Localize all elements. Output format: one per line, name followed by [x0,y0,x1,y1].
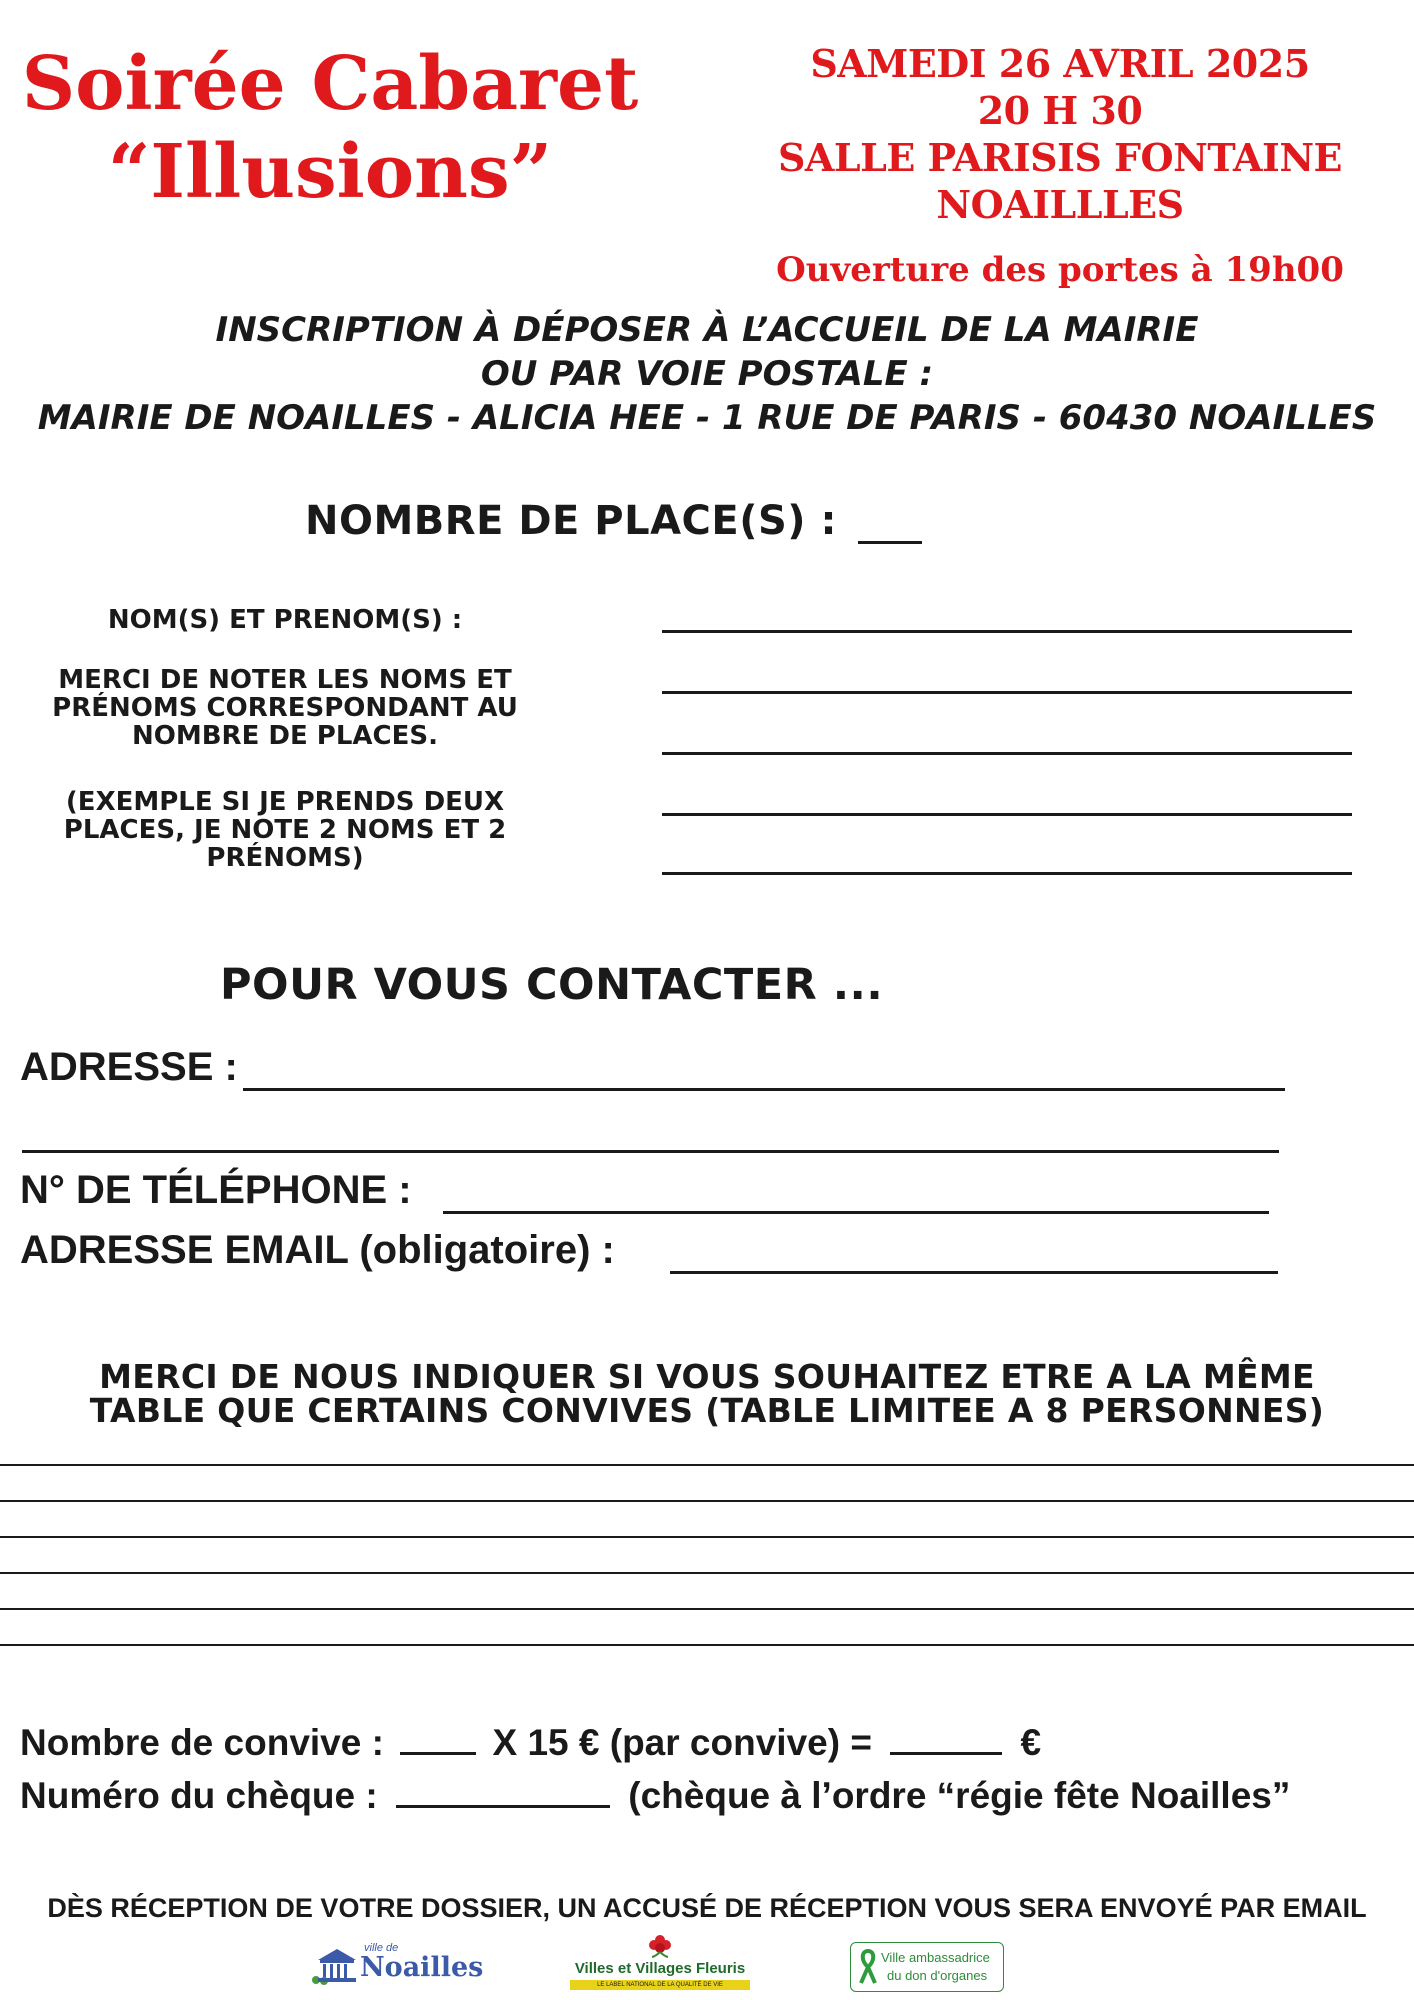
doors-opening: Ouverture des portes à 19h00 [776,250,1344,290]
table-field-4[interactable] [0,1572,1414,1574]
event-time: 20 H 30 [977,88,1143,133]
table-field-2[interactable] [0,1500,1414,1502]
price-text: X 15 € (par convive) = [492,1722,872,1763]
instructions-line2: OU PAR VOIE POSTALE : [480,354,934,394]
don-organes-line2: du don d'organes [887,1968,988,1983]
event-date: SAMEDI 26 AVRIL 2025 [810,41,1310,86]
names-example: (EXEMPLE SI JE PRENDS DEUX PLACES, JE NOTE 2 NOMS ET 2 PRÉNOMS) [63,787,507,873]
table-field-5[interactable] [0,1608,1414,1610]
event-title-line2: “Illusions” [107,129,553,215]
phone-field[interactable] [443,1211,1269,1214]
names-label: NOM(S) ET PRENOM(S) : [107,605,463,635]
villes-fleuris-text: Villes et Villages Fleuris [574,1960,746,1977]
event-venue: SALLE PARISIS FONTAINE [777,135,1343,180]
green-ribbon-icon [857,1947,879,1987]
table-request-line1: MERCI DE NOUS INDIQUER SI VOUS SOUHAITEZ ETRE A LA MÊME [99,1357,1315,1396]
table-request-line2: TABLE QUE CERTAINS CONVIVES (TABLE LIMITEE A 8 PERSONNES) [89,1391,1325,1430]
flower-icon [646,1934,674,1958]
name-field-5[interactable] [662,872,1352,875]
places-count-text: NOMBRE DE PLACE(S) : [305,498,838,544]
villes-fleuris-logo [568,1934,752,1996]
footer-notice: DÈS RÉCEPTION DE VOTRE DOSSIER, UN ACCUSÉ DE RÉCEPTION VOUS SERA ENVOYÉ PAR EMAIL [47,1893,1367,1923]
event-title [20,40,640,216]
instructions-line3: MAIRIE DE NOAILLES - ALICIA HEE - 1 RUE DE PARIS - 60430 NOAILLES [37,398,1377,438]
guests-label: Nombre de convive : [20,1722,384,1763]
places-count-label [305,498,837,544]
address-label: ADRESSE : [20,1045,238,1089]
email-label: ADRESSE EMAIL (obligatoire) : [20,1228,615,1272]
name-field-4[interactable] [662,813,1352,816]
email-field[interactable] [670,1271,1278,1274]
instructions-line1: INSCRIPTION À DÉPOSER À L’ACCUEIL DE LA MAIRIE [215,310,1199,350]
cheque-order: (chèque à l’ordre “régie fête Noailles” [628,1775,1291,1816]
event-title-line1: Soirée Cabaret [21,41,639,127]
places-count-field[interactable] [858,541,922,544]
noailles-logo [312,1942,484,1990]
don-organes-logo [850,1942,1004,1992]
contact-heading: POUR VOUS CONTACTER ... [220,960,884,1010]
villes-fleuris-subtitle: LE LABEL NATIONAL DE LA QUALITÉ DE VIE [570,1980,750,1990]
total-field[interactable] [890,1722,1002,1755]
table-field-1[interactable] [0,1464,1414,1466]
town-hall-icon [312,1946,362,1986]
table-request [0,1357,1414,1430]
name-field-2[interactable] [662,691,1352,694]
name-field-3[interactable] [662,752,1352,755]
cheque-field[interactable] [396,1775,610,1808]
guests-row [20,1722,1041,1764]
address-field-2[interactable] [22,1150,1279,1153]
don-organes-line1: Ville ambassadrice [881,1950,990,1965]
names-note: MERCI DE NOTER LES NOMS ET PRÉNOMS CORRESPONDANT AU NOMBRE DE PLACES. [52,665,518,751]
euro-sign: € [1020,1722,1042,1763]
table-field-3[interactable] [0,1536,1414,1538]
instructions [0,308,1414,440]
cheque-row [20,1775,1290,1817]
name-field-1[interactable] [662,630,1352,633]
guests-field[interactable] [400,1722,476,1755]
noailles-logo-small: ville de [364,1942,399,1954]
noailles-logo-text: Noailles [360,1952,484,1983]
phone-label: N° DE TÉLÉPHONE : [20,1168,412,1212]
address-field-1[interactable] [243,1088,1285,1091]
event-details [730,40,1390,228]
cheque-label: Numéro du chèque : [20,1775,378,1816]
table-field-6[interactable] [0,1644,1414,1646]
event-city: NOAILLLES [936,182,1184,227]
